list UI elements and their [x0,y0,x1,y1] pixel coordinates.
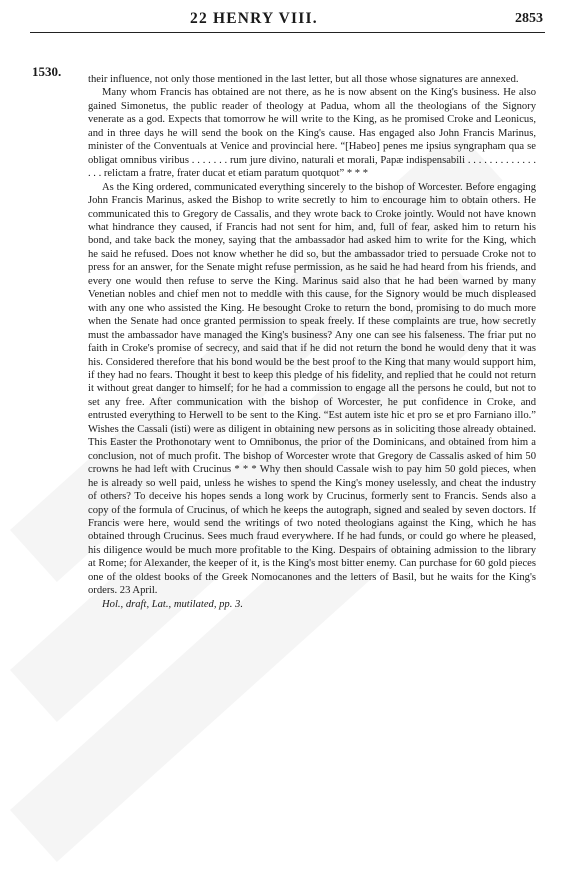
margin-year: 1530. [32,64,62,79]
footnote: Hol., draft, Lat., mutilated, pp. 3. [102,598,243,610]
body-text [88,73,536,611]
page-number: 2853 [515,11,543,26]
paragraph: Many whom Francis has obtained are not there, as he is now absent on the King's business. He also gained Simonetus, the public reader of theology at Padua, whom all the theologians of the Signory venerate as a god. Expects that tomorrow he will write to the King, as he promised Croke and Leonicus, and in three days he will send the book on the King's cause. Has engaged also John Francis Marinus, minister of the Conventuals at Venice and provincial here. “[Habeo] penes me ipsius syngrapham qua se obligat omnibus viribus . . . . . . . rum jure divino, naturali et morali, Papæ indispensabili . . . . . . . . . . . . . . . . relictam a fratre, frater ducat et etiam paratum quotquot” * * * [88,87,536,180]
header-rule [30,32,545,33]
running-head: 22 HENRY VIII. [190,10,318,27]
paragraph: their influence, not only those mentioned in the last letter, but all those whose signatures are annexed. [88,74,519,85]
paragraph: As the King ordered, communicated everything sincerely to the bishop of Worcester. Before engaging John Francis Marinus, asked the Bishop to write secretly to him to encourage him to obtain others. He communicated this to Gregory de Cassalis, and they wrote back to Croke jointly. Would not have known what hindrance they caused, if Francis had not sent for him, and, full of fear, asked him to return his bond, and take back the money, saying that the ambassador had asked him to write for the King, which he said he refused. Does not know whether he did so, but the ambassador tried to persuade Croke not to press for an answer, for the Senate might refuse permission, as he said he had heard from his friends, and every one would then refuse to serve the King. Marinus said also that he had been warned by many Venetian nobles and chief men not to meddle with this cause, for the Signory would be much displeased with any one who assisted the King. He besought Croke to return the bond, promising to do much more when the Senate had once granted permission to speak freely. If these complaints are true, how secretly must the ambassador have managed the King's business? Any one can see his falseness. The friar put no faith in Croke's promise of secrecy, and said that if he did not return the bond he would deny that it was his. Considered therefore that his bond would be the best proof to the King that many would support him, if they had no fears. Thought it best to keep this pledge of his fidelity, and replied that he could not return it without great danger to himself; for he had a commission to engage all the persons he could, but not to set any free. After communication with the bishop of Worcester, he put confidence in Croke, and entrusted everything to Herwell to be sent to the King. “Est autem iste hic et pro se et pro Farniano illo.” Wishes the Cassali (isti) were as diligent in obtaining new persons as in soliciting those already obtained. This Easter the Prothonotary went to Omnibonus, the prior of the Dominicans, and obtained from him a conclusion, not of much profit. The bishop of Worcester wrote that Gregory de Cassalis asked of him 50 crowns he had left with Crucinus * * * Why then should Cassale wish to pay him 50 gold pieces, when he is already so well paid, unless he wishes to spend the King's money uselessly, and cheat the industry of others? To deceive his hopes sends a long work by Crucinus, formerly sent to Francis. Sends also a copy of the formula of Crucinus, of which he keeps the autograph, signed and sealed by seven doctors. If Francis were here, would send the writings of two noted theologians against the King, which he has obtained through Crucinus. Sees much fraud everywhere. If he had funds, or could go where he pleased, his diligence would be much more profitable to the King. Despairs of obtaining admission to the library at Rome; for Alexander, the keeper of it, is the King's most bitter enemy. Can purchase for 60 gold pieces one of the oldest books of the Greek Nomocanones and the letters of Basil, but he waits for the King's orders. 23 April. [88,181,536,597]
